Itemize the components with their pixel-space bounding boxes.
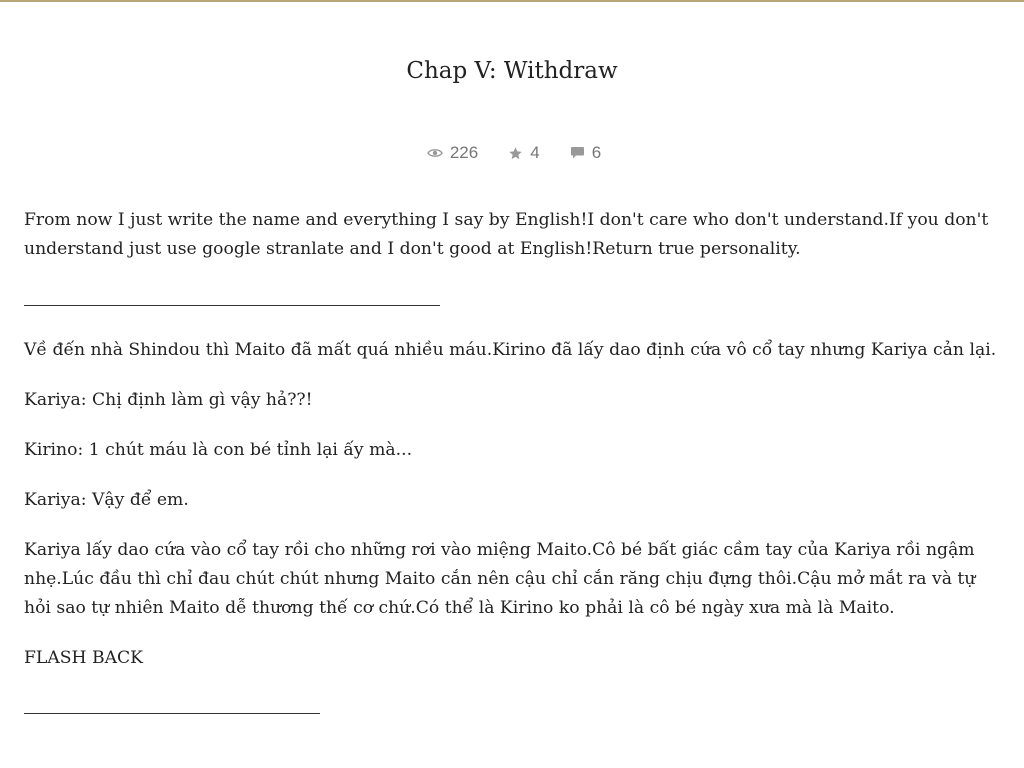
views-stat	[427, 143, 478, 163]
comments-count: 6	[591, 143, 602, 162]
chapter-content	[24, 206, 999, 744]
dialogue-paragraph: Kirino: 1 chút máu là con bé tỉnh lại ấy mà...	[24, 440, 413, 460]
votes-stat	[508, 143, 539, 163]
flashback-heading: FLASH BACK	[24, 648, 144, 668]
comment-icon	[570, 146, 585, 160]
eye-icon	[427, 147, 443, 159]
chapter-title: Chap V: Withdraw	[406, 58, 618, 84]
top-accent-rule	[0, 0, 1024, 2]
story-paragraph: Về đến nhà Shindou thì Maito đã mất quá nhiều máu.Kirino đã lấy dao định cứa vô cổ tay nhưng Kariya cản lại.	[24, 340, 997, 360]
story-paragraph: Kariya lấy dao cứa vào cổ tay rồi cho những rơi vào miệng Maito.Cô bé bất giác cầm tay của Kariya rồi ngậm nhẹ.Lúc đầu thì chỉ đau chút chút nhưng Maito cắn nên cậu chỉ cắn răng chịu đựng thôi.Cậu mở mắt ra và tự hỏi sao tự nhiên Maito dễ thương thế cơ chứ.Có thể là Kirino ko phải là cô bé ngày xưa mà là Maito.	[24, 540, 976, 618]
section-divider	[24, 286, 999, 315]
dialogue-paragraph: Kariya: Chị định làm gì vậy hả??!	[24, 390, 313, 410]
comments-stat	[570, 143, 601, 163]
chapter-stats	[0, 143, 1024, 163]
author-note-paragraph: From now I just write the name and everything I say by English!I don't care who don't understand.If you don't understand just use google stranlate and I don't good at English!Return true personality.	[24, 210, 989, 259]
flashback-divider	[24, 694, 999, 723]
dialogue-paragraph: Kariya: Vậy để em.	[24, 490, 189, 510]
views-count: 226	[449, 143, 479, 162]
star-icon	[508, 146, 523, 161]
votes-count: 4	[530, 143, 540, 162]
